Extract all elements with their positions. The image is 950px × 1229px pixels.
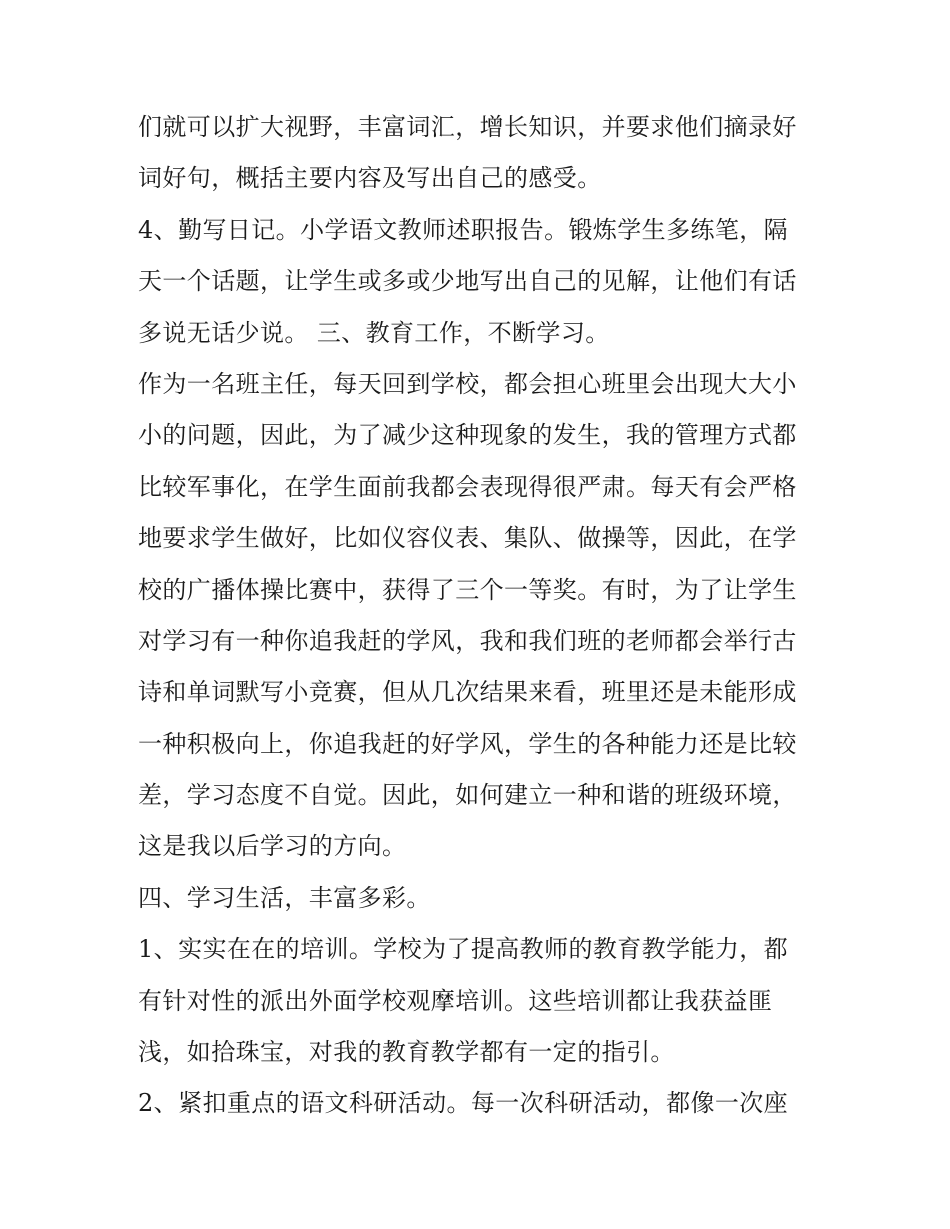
text-line: 作为一名班主任，每天回到学校，都会担心班里会出现大大小 [138, 369, 797, 398]
text-line: 校的广播体操比赛中，获得了三个一等奖。有时，为了让学生 [138, 575, 797, 604]
text-line: 2、紧扣重点的语文科研活动。每一次科研活动，都像一次座 [138, 1089, 789, 1118]
text-line: 天一个话题，让学生或多或少地写出自己的见解，让他们有话 [138, 267, 797, 296]
text-line: 诗和单词默写小竞赛，但从几次结果来看，班里还是未能形成 [138, 678, 797, 707]
text-line: 1、实实在在的培训。学校为了提高教师的教育教学能力，都 [138, 935, 789, 964]
text-line: 浅，如拾珠宝，对我的教育教学都有一定的指引。 [138, 1038, 675, 1067]
text-line: 一种积极向上，你追我赶的好学风，学生的各种能力还是比较 [138, 729, 797, 758]
body-text [138, 102, 818, 1130]
section-heading: 四、学习生活，丰富多彩。 [138, 883, 431, 912]
text-line: 地要求学生做好，比如仪容仪表、集队、做操等，因此，在学 [138, 524, 797, 553]
text-line: 有针对性的派出外面学校观摩培训。这些培训都让我获益匪 [138, 986, 773, 1015]
text-line: 小的问题，因此，为了减少这种现象的发生，我的管理方式都 [138, 421, 797, 450]
text-line: 差，学习态度不自觉。因此，如何建立一种和谐的班级环境， [138, 781, 797, 810]
text-line: 词好句，概括主要内容及写出自己的感受。 [138, 164, 602, 193]
text-line: 这是我以后学习的方向。 [138, 832, 407, 861]
text-line: 对学习有一种你追我赶的学风，我和我们班的老师都会举行古 [138, 626, 797, 655]
text-line: 多说无话少说。 三、教育工作，不断学习。 [138, 318, 610, 347]
text-line: 比较军事化，在学生面前我都会表现得很严肃。每天有会严格 [138, 472, 797, 501]
text-line: 们就可以扩大视野，丰富词汇，增长知识，并要求他们摘录好 [138, 113, 797, 141]
text-line: 4、勤写日记。小学语文教师述职报告。锻炼学生多练笔，隔 [138, 215, 789, 244]
